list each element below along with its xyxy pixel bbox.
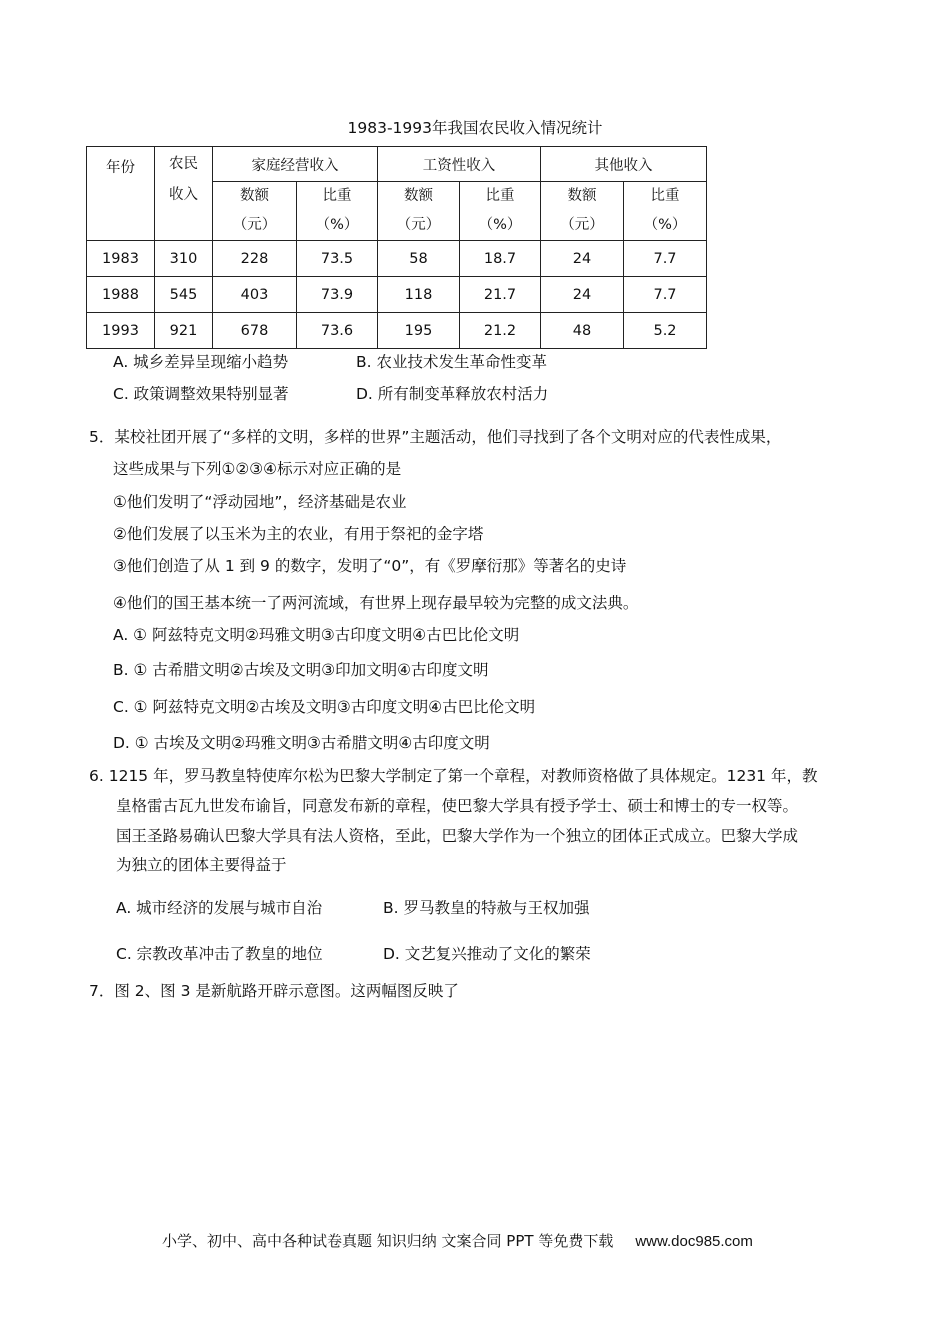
q4-option-c: C. 政策调整效果特别显著 xyxy=(113,385,289,403)
q7-stem-line1: 7．图 2、图 3 是新航路开辟示意图。这两幅图反映了 xyxy=(89,982,459,1000)
cell-other-amount: 24 xyxy=(541,277,624,313)
header-wage-income: 工资性收入 xyxy=(378,147,541,182)
cell-other-ratio: 5.2 xyxy=(624,313,707,349)
cell-other-ratio: 7.7 xyxy=(624,241,707,277)
cell-family-ratio: 73.5 xyxy=(297,241,378,277)
q5-stem-line2: 这些成果与下列①②③④标示对应正确的是 xyxy=(113,460,402,478)
cell-year: 1988 xyxy=(87,277,155,313)
page-footer xyxy=(162,1230,753,1251)
cell-family-ratio: 73.9 xyxy=(297,277,378,313)
cell-income: 310 xyxy=(155,241,213,277)
table-row xyxy=(87,241,707,277)
q5-stem-line1: 5．某校社团开展了“多样的文明，多样的世界”主题活动，他们寻找到了各个文明对应的代表性成果， xyxy=(89,428,782,446)
q4-option-a: A. 城乡差异呈现缩小趋势 xyxy=(113,353,289,371)
cell-year: 1983 xyxy=(87,241,155,277)
header-other-ratio: 比重 （%） xyxy=(624,182,707,241)
q6-stem-line1: 6. 1215 年，罗马教皇特使库尔松为巴黎大学制定了第一个章程，对教师资格做了具体规定。1231 年，教 xyxy=(89,767,818,785)
table-title: 1983-1993年我国农民收入情况统计 xyxy=(347,119,603,137)
cell-wage-ratio: 18.7 xyxy=(460,241,541,277)
cell-family-amount: 403 xyxy=(213,277,297,313)
cell-wage-ratio: 21.2 xyxy=(460,313,541,349)
cell-other-amount: 48 xyxy=(541,313,624,349)
cell-family-amount: 228 xyxy=(213,241,297,277)
header-wage-amount: 数额 （元） xyxy=(378,182,460,241)
header-income: 农民 收入 xyxy=(155,147,213,241)
footer-text: 小学、初中、高中各种试卷真题 知识归纳 文案合同 PPT 等免费下载 xyxy=(162,1232,614,1250)
cell-wage-amount: 195 xyxy=(378,313,460,349)
cell-income: 545 xyxy=(155,277,213,313)
cell-other-amount: 24 xyxy=(541,241,624,277)
table-row xyxy=(87,313,707,349)
q5-option-d: D. ① 古埃及文明②玛雅文明③古希腊文明④古印度文明 xyxy=(113,734,490,752)
header-wage-ratio: 比重 （%） xyxy=(460,182,541,241)
header-family-ratio: 比重 （%） xyxy=(297,182,378,241)
cell-family-amount: 678 xyxy=(213,313,297,349)
header-year: 年份 xyxy=(87,147,155,241)
cell-wage-ratio: 21.7 xyxy=(460,277,541,313)
cell-wage-amount: 118 xyxy=(378,277,460,313)
header-other-income: 其他收入 xyxy=(541,147,707,182)
cell-year: 1993 xyxy=(87,313,155,349)
q5-item-3: ③他们创造了从 1 到 9 的数字，发明了“0”，有《罗摩衍那》等著名的史诗 xyxy=(113,557,627,575)
q5-item-2: ②他们发展了以玉米为主的农业，有用于祭祀的金字塔 xyxy=(113,525,484,543)
cell-other-ratio: 7.7 xyxy=(624,277,707,313)
q5-option-a: A. ① 阿兹特克文明②玛雅文明③古印度文明④古巴比伦文明 xyxy=(113,626,520,644)
q4-option-d: D. 所有制变革释放农村活力 xyxy=(356,385,549,403)
q6-option-a: A. 城市经济的发展与城市自治 xyxy=(116,899,323,917)
q6-stem-line3: 国王圣路易确认巴黎大学具有法人资格，至此，巴黎大学作为一个独立的团体正式成立。巴黎大学成 xyxy=(116,827,799,845)
q6-option-b: B. 罗马教皇的特赦与王权加强 xyxy=(383,899,590,917)
q6-option-c: C. 宗教改革冲击了教皇的地位 xyxy=(116,945,323,963)
cell-wage-amount: 58 xyxy=(378,241,460,277)
q5-item-1: ①他们发明了“浮动园地”，经济基础是农业 xyxy=(113,493,407,511)
cell-income: 921 xyxy=(155,313,213,349)
q6-option-d: D. 文艺复兴推动了文化的繁荣 xyxy=(383,945,591,963)
q6-stem-line4: 为独立的团体主要得益于 xyxy=(116,856,287,874)
header-family-income: 家庭经营收入 xyxy=(213,147,378,182)
q4-option-b: B. 农业技术发生革命性变革 xyxy=(356,353,547,371)
table-row xyxy=(87,277,707,313)
header-other-amount: 数额 （元） xyxy=(541,182,624,241)
q5-item-4: ④他们的国王基本统一了两河流域，有世界上现存最早较为完整的成文法典。 xyxy=(113,594,639,612)
footer-url[interactable]: www.doc985.com xyxy=(635,1233,753,1250)
header-family-amount: 数额 （元） xyxy=(213,182,297,241)
q5-option-c: C. ① 阿兹特克文明②古埃及文明③古印度文明④古巴比伦文明 xyxy=(113,698,536,716)
cell-family-ratio: 73.6 xyxy=(297,313,378,349)
q6-stem-line2: 皇格雷古瓦九世发布谕旨，同意发布新的章程，使巴黎大学具有授予学士、硕士和博士的专一权等。 xyxy=(116,797,799,815)
q5-option-b: B. ① 古希腊文明②古埃及文明③印加文明④古印度文明 xyxy=(113,661,489,679)
income-table xyxy=(86,146,707,349)
